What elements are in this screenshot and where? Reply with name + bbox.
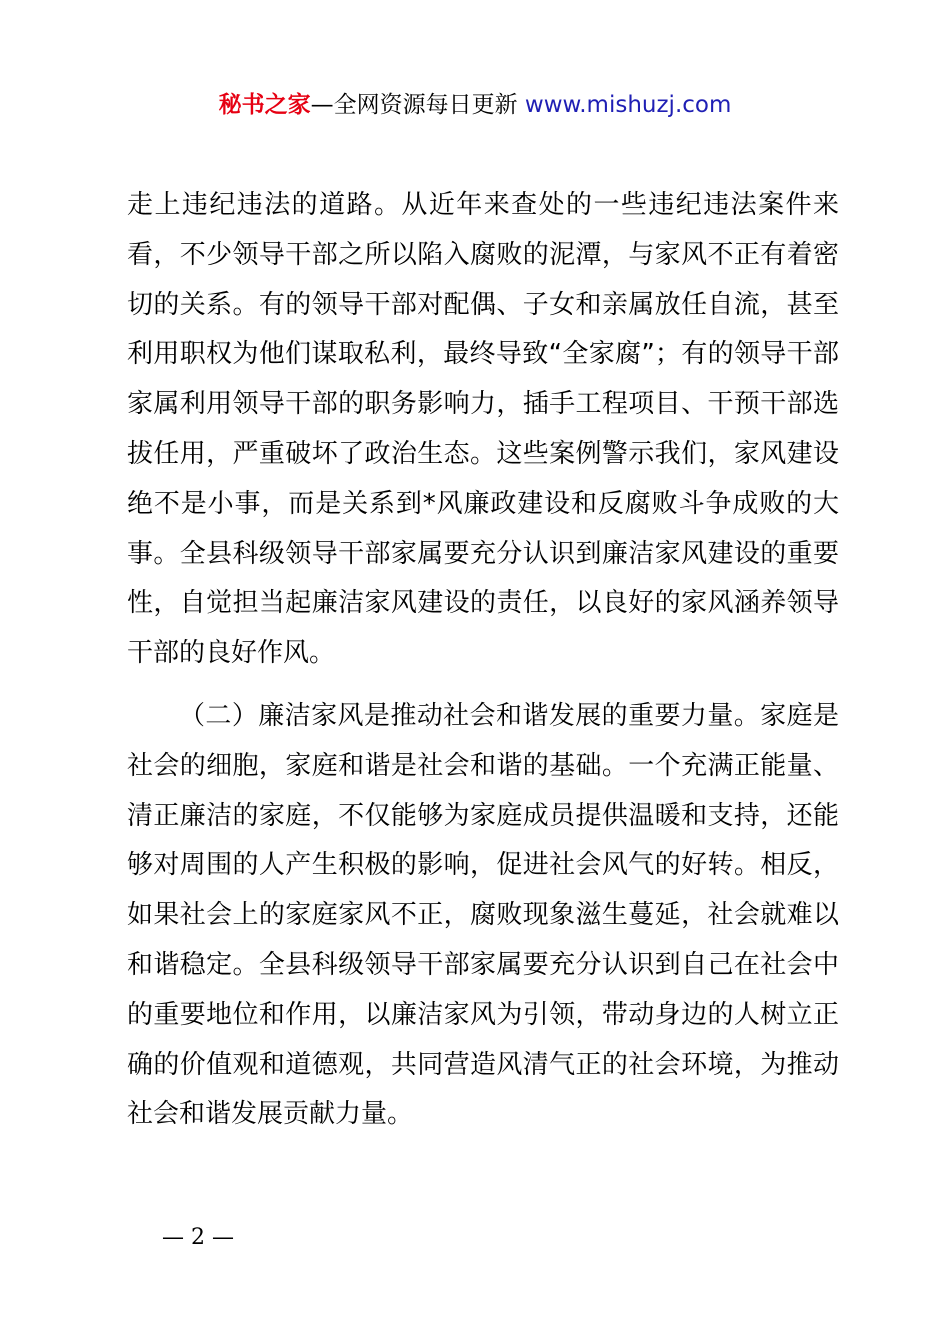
- site-url-link[interactable]: www.mishuzj.com: [524, 92, 732, 118]
- brand-name: 秘书之家: [218, 92, 311, 118]
- page-number: — 2 —: [162, 1225, 234, 1250]
- document-body: [127, 181, 839, 1140]
- header-tagline: —全网资源每日更新: [310, 92, 525, 118]
- paragraph-2: （二）廉洁家风是推动社会和谐发展的重要力量。家庭是社会的细胞，家庭和谐是社会和谐的基础。一个充满正能量、清正廉洁的家庭，不仅能够为家庭成员提供温暖和支持，还能够对周围的人产生积极的影响，促进社会风气的好转。相反，如果社会上的家庭家风不正，腐败现象滋生蔓延，社会就难以和谐稳定。全县科级领导干部家属要充分认识到自己在社会中的重要地位和作用，以廉洁家风为引领，带动身边的人树立正确的价值观和道德观，共同营造风清气正的社会环境，为推动社会和谐发展贡献力量。: [127, 700, 839, 1130]
- site-header: [0, 88, 950, 122]
- paragraph-1: 走上违纪违法的道路。从近年来查处的一些违纪违法案件来看，不少领导干部之所以陷入腐败的泥潭，与家风不正有着密切的关系。有的领导干部对配偶、子女和亲属放任自流，甚至利用职权为他们谋取私利，最终导致“全家腐”；有的领导干部家属利用领导干部的职务影响力，插手工程项目、干预干部选拔任用，严重破坏了政治生态。这些案例警示我们，家风建设绝不是小事，而是关系到*风廉政建设和反腐败斗争成败的大事。全县科级领导干部家属要充分认识到廉洁家风建设的重要性，自觉担当起廉洁家风建设的责任，以良好的家风涵养领导干部的良好作风。: [127, 190, 839, 669]
